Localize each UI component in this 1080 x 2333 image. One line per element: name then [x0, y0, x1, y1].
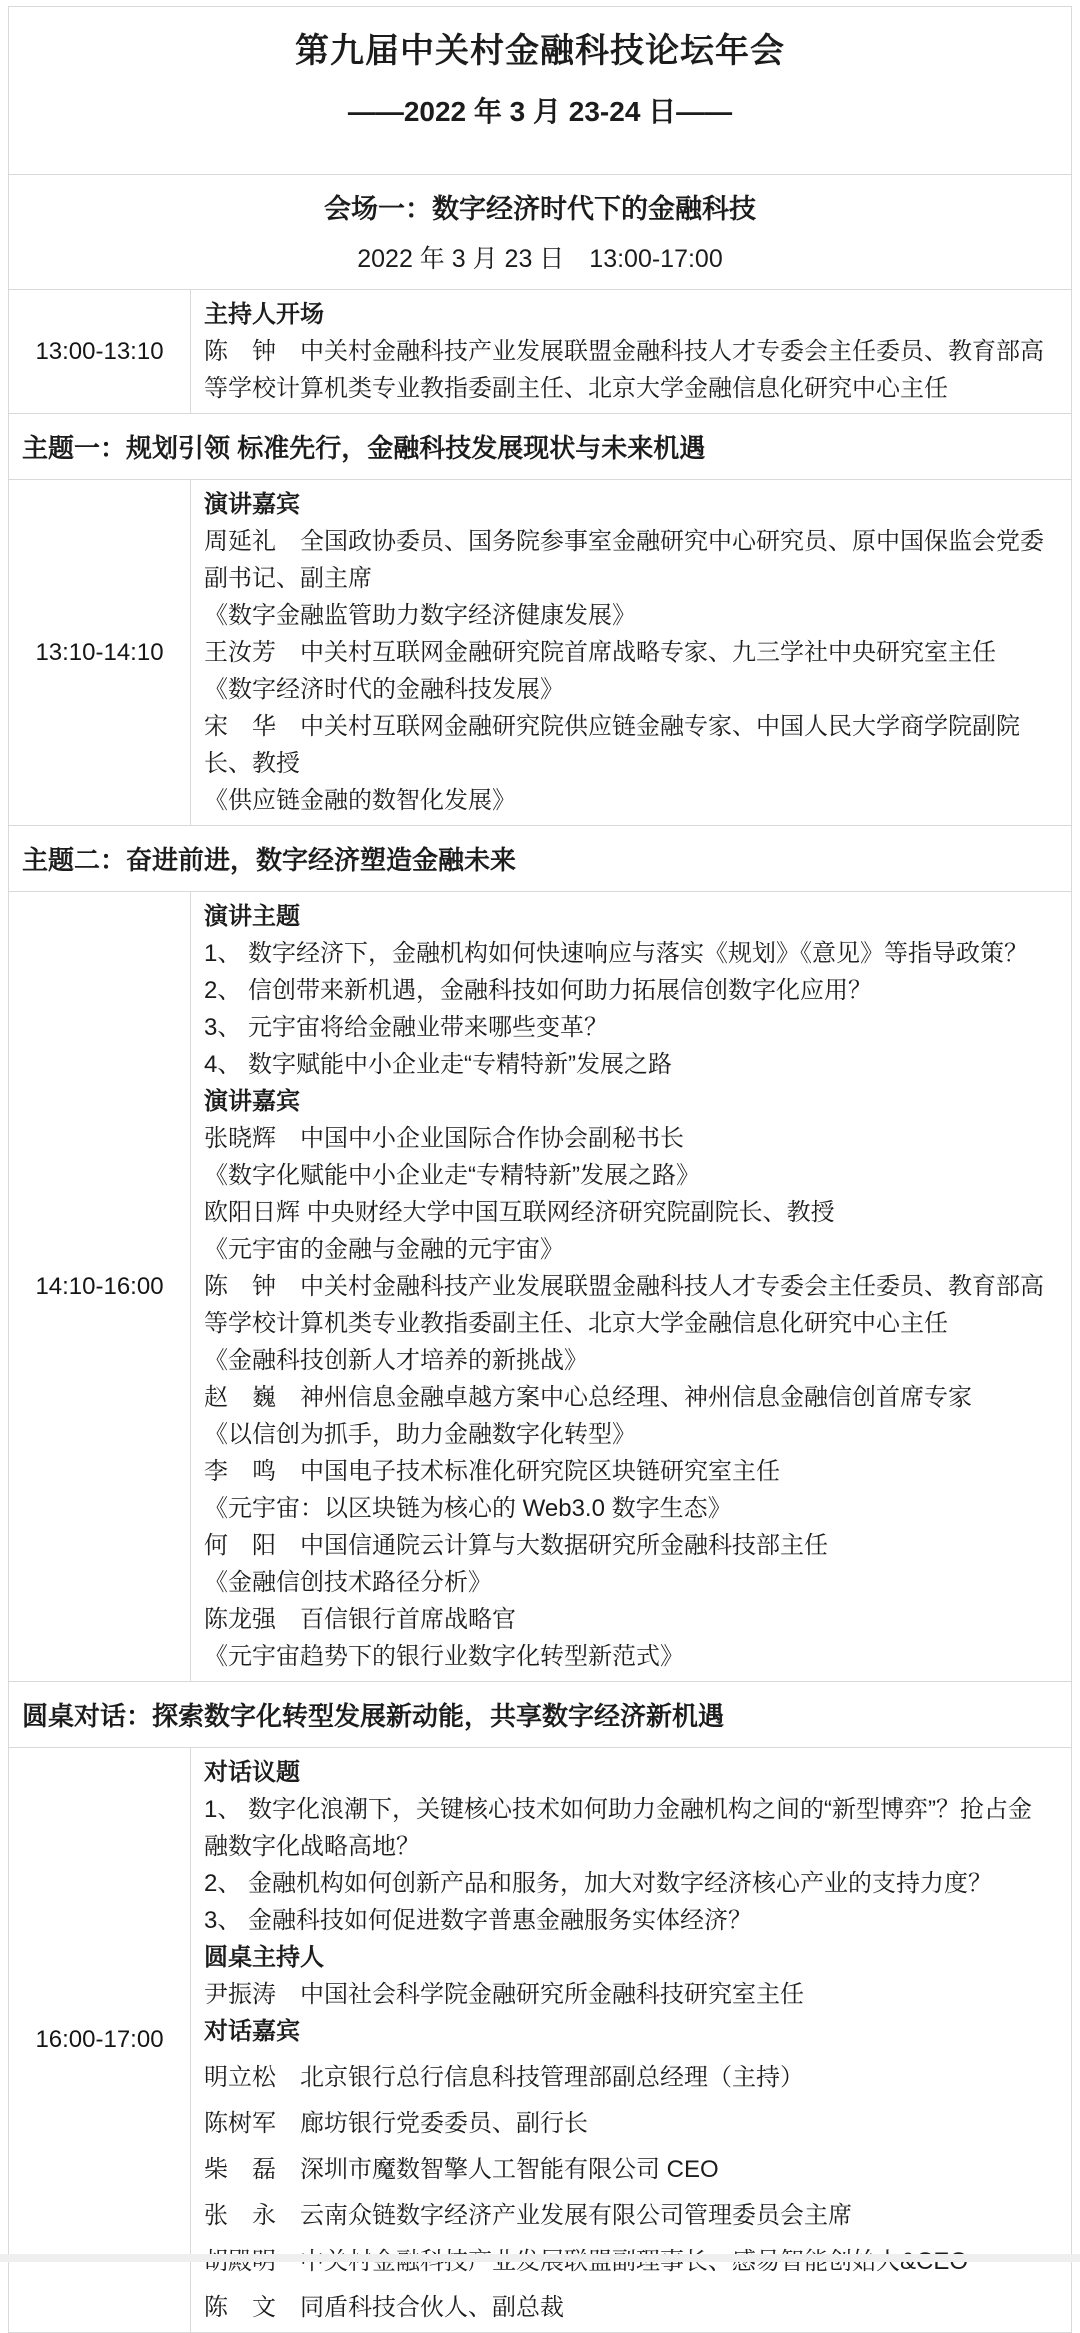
- topic-item-line: 3、 金融科技如何促进数字普惠金融服务实体经济？: [204, 1907, 753, 1934]
- guest-line: 陈 文 同盾科技合伙人、副总裁: [204, 2294, 564, 2321]
- session-label: 演讲嘉宾: [204, 1088, 300, 1115]
- session-row: [9, 892, 1072, 1682]
- talk-title-line: 《元宇宙：以区块链为核心的 Web3.0 数字生态》: [204, 1495, 732, 1522]
- talk-title-line: 《元宇宙趋势下的银行业数字化转型新范式》: [204, 1643, 684, 1670]
- topic-item-line: 4、 数字赋能中小企业走“专精特新”发展之路: [204, 1051, 672, 1078]
- agenda-body: [9, 7, 1072, 2333]
- talk-title-line: 《金融信创技术路径分析》: [204, 1569, 492, 1596]
- session-label: 对话嘉宾: [204, 2018, 300, 2045]
- section-header: 圆桌对话：探索数字化转型发展新动能，共享数字经济新机遇: [9, 1682, 1072, 1748]
- guest-line: 明立松 北京银行总行信息科技管理部副总经理（主持）: [204, 2064, 804, 2091]
- session-label: 演讲嘉宾: [204, 491, 300, 518]
- section-header-row: [9, 414, 1072, 480]
- conference-title: 第九届中关村金融科技论坛年会: [295, 32, 785, 70]
- session-row: [9, 1748, 1072, 2333]
- session-time: 16:00-17:00: [9, 1748, 191, 2333]
- session-content: [191, 290, 1072, 414]
- speaker-line: 陈 钟 中关村金融科技产业发展联盟金融科技人才专委会主任委员、教育部高等学校计算机类专业教指委副主任、北京大学金融信息化研究中心主任: [204, 338, 1044, 402]
- topic-item-line: 2、 金融机构如何创新产品和服务，加大对数字经济核心产业的支持力度？: [204, 1870, 993, 1897]
- section-header: 主题二：奋进前进，数字经济塑造金融未来: [9, 826, 1072, 892]
- venue-cell: [9, 175, 1072, 290]
- topic-item-line: 1、 数字化浪潮下，关键核心技术如何助力金融机构之间的“新型博弈”？抢占金融数字化战略高地？: [204, 1796, 1032, 1860]
- topic-item-line: 2、 信创带来新机遇，金融科技如何助力拓展信创数字化应用？: [204, 977, 873, 1004]
- section-header-row: [9, 826, 1072, 892]
- session-time: 13:00-13:10: [9, 290, 191, 414]
- session-label: 主持人开场: [204, 301, 324, 328]
- agenda-table: [8, 6, 1072, 2333]
- speaker-line: 李 鸣 中国电子技术标准化研究院区块链研究室主任: [204, 1458, 780, 1485]
- speaker-line: 王汝芳 中关村互联网金融研究院首席战略专家、九三学社中央研究室主任: [204, 639, 996, 666]
- session-row: [9, 290, 1072, 414]
- speaker-line: 尹振涛 中国社会科学院金融研究所金融科技研究室主任: [204, 1981, 804, 2008]
- session-time: 14:10-16:00: [9, 892, 191, 1682]
- talk-title-line: 《供应链金融的数智化发展》: [204, 787, 516, 814]
- speaker-line: 何 阳 中国信通院云计算与大数据研究所金融科技部主任: [204, 1532, 828, 1559]
- section-header-row: [9, 1682, 1072, 1748]
- session-content: [191, 1748, 1072, 2333]
- speaker-line: 陈 钟 中关村金融科技产业发展联盟金融科技人才专委会主任委员、教育部高等学校计算机类专业教指委副主任、北京大学金融信息化研究中心主任: [204, 1273, 1044, 1337]
- speaker-line: 周延礼 全国政协委员、国务院参事室金融研究中心研究员、原中国保监会党委副书记、副主席: [204, 528, 1044, 592]
- talk-title-line: 《以信创为抓手，助力金融数字化转型》: [204, 1421, 636, 1448]
- guest-line: 柴 磊 深圳市魔数智擎人工智能有限公司 CEO: [204, 2156, 719, 2183]
- topic-item-line: 3、 元宇宙将给金融业带来哪些变革？: [204, 1014, 609, 1041]
- speaker-line: 宋 华 中关村互联网金融研究院供应链金融专家、中国人民大学商学院副院长、教授: [204, 713, 1020, 777]
- venue-title: 会场一：数字经济时代下的金融科技: [324, 194, 756, 224]
- speaker-line: 陈龙强 百信银行首席战略官: [204, 1606, 516, 1633]
- topic-item-line: 1、 数字经济下，金融机构如何快速响应与落实《规划》《意见》等指导政策？: [204, 940, 1029, 967]
- speaker-line: 赵 巍 神州信息金融卓越方案中心总经理、神州信息金融信创首席专家: [204, 1384, 972, 1411]
- session-label: 演讲主题: [204, 903, 300, 930]
- talk-title-line: 《数字化赋能中小企业走“专精特新”发展之路》: [204, 1162, 700, 1189]
- venue-datetime: 2022 年 3 月 23 日 13:00-17:00: [357, 245, 723, 273]
- talk-title-line: 《数字金融监管助力数字经济健康发展》: [204, 602, 636, 629]
- section-header: 主题一：规划引领 标准先行，金融科技发展现状与未来机遇: [9, 414, 1072, 480]
- title-cell: [9, 7, 1072, 175]
- session-label: 圆桌主持人: [204, 1944, 324, 1971]
- venue-row: [9, 175, 1072, 290]
- session-content: [191, 480, 1072, 826]
- talk-title-line: 《元宇宙的金融与金融的元宇宙》: [204, 1236, 564, 1263]
- speaker-line: 张晓辉 中国中小企业国际合作协会副秘书长: [204, 1125, 684, 1152]
- session-row: [9, 480, 1072, 826]
- page-bottom-edge: [0, 2254, 1080, 2262]
- conference-dates: ——2022 年 3 月 23-24 日——: [347, 96, 733, 127]
- session-content: [191, 892, 1072, 1682]
- speaker-line: 欧阳日辉 中央财经大学中国互联网经济研究院副院长、教授: [204, 1199, 835, 1226]
- guest-line: 张 永 云南众链数字经济产业发展有限公司管理委员会主席: [204, 2202, 852, 2229]
- title-row: [9, 7, 1072, 175]
- session-label: 对话议题: [204, 1759, 300, 1786]
- talk-title-line: 《数字经济时代的金融科技发展》: [204, 676, 564, 703]
- talk-title-line: 《金融科技创新人才培养的新挑战》: [204, 1347, 588, 1374]
- guest-line: 陈树军 廊坊银行党委委员、副行长: [204, 2110, 588, 2137]
- session-time: 13:10-14:10: [9, 480, 191, 826]
